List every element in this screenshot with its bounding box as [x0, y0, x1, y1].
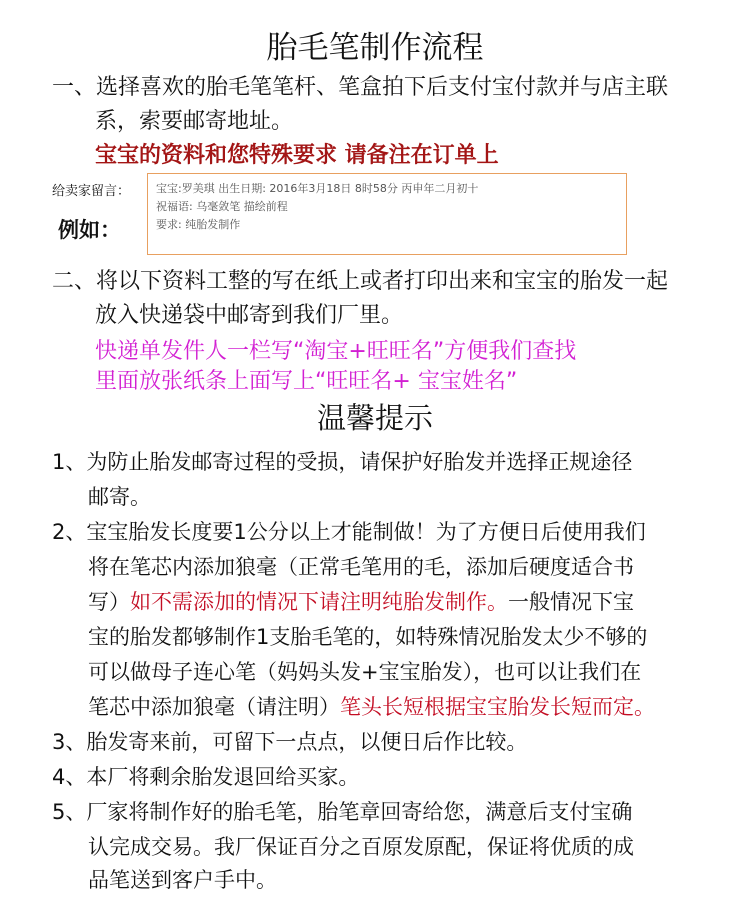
tip5-line1: 5、厂家将制作好的胎毛笔，胎笔章回寄给您，满意后支付宝确: [52, 800, 633, 824]
tip2-line6: [88, 691, 655, 721]
buyer-note-box: [147, 173, 627, 255]
step1-notice: 宝宝的资料和您特殊要求 请备注在订单上: [95, 143, 499, 168]
tip2-line6-start: 笔芯中添加狼毫（请注明）: [88, 695, 340, 719]
step1-line2: 系，索要邮寄地址。: [95, 109, 294, 134]
tip2-pure-hair-note: 如不需添加的情况下请注明纯胎发制作。: [130, 590, 508, 614]
tip2-line5: 可以做母子连心笔（妈妈头发+宝宝胎发），也可以让我们在: [88, 660, 642, 684]
tip2-line1: 2、宝宝胎发长度要1公分以上才能制做！为了方便日后使用我们: [52, 520, 646, 544]
tip4: 4、本厂将剩余胎发退回给买家。: [52, 765, 360, 789]
tip3: 3、胎发寄来前，可留下一点点，以便日后作比较。: [52, 730, 528, 754]
step2-line2: 放入快递袋中邮寄到我们厂里。: [95, 303, 404, 328]
tip5-line3: 品笔送到客户手中。: [88, 868, 277, 892]
buyer-note-line3: 要求: 纯胎发制作: [156, 218, 241, 231]
step1-line1: 一、选择喜欢的胎毛笔笔杆、笔盒拍下后支付宝付款并与店主联: [52, 75, 669, 100]
buyer-note-line2: 祝福语: 乌毫敛笔 描绘前程: [156, 200, 288, 213]
tip2-line4: 宝的胎发都够制作1支胎毛笔的，如特殊情况胎发太少不够的: [88, 625, 648, 649]
tip2-line3-start: 写）: [88, 590, 130, 614]
buyer-note-label: 给卖家留言：: [52, 184, 131, 199]
tip2-line2: 将在笔芯内添加狼毫（正常毛笔用的毛，添加后硬度适合书: [88, 555, 634, 579]
tip5-line2: 认完成交易。我厂保证百分之百原发原配，保证将优质的成: [88, 835, 634, 859]
tip1-line2: 邮寄。: [88, 485, 151, 509]
tip2-line3-end: 一般情况下宝: [508, 590, 634, 614]
buyer-note-line1: 宝宝:罗美琪 出生日期: 2016年3月18日 8时58分 丙申年二月初十: [156, 182, 479, 195]
step2-courier-note: 快递单发件人一栏写“淘宝+旺旺名”方便我们查找: [95, 339, 577, 364]
example-label: 例如：: [58, 218, 121, 242]
tip2-line3: [88, 586, 634, 616]
tip2-length-note: 笔头长短根据宝宝胎发长短而定。: [340, 695, 655, 719]
step2-paper-note: 里面放张纸条上面写上“旺旺名+ 宝宝姓名”: [95, 369, 518, 394]
tips-title: 温馨提示: [316, 401, 433, 435]
page-title: 胎毛笔制作流程: [266, 30, 484, 66]
tip1-line1: 1、为防止胎发邮寄过程的受损，请保护好胎发并选择正规途径: [52, 450, 633, 474]
step2-line1: 二、将以下资料工整的写在纸上或者打印出来和宝宝的胎发一起: [52, 269, 669, 294]
